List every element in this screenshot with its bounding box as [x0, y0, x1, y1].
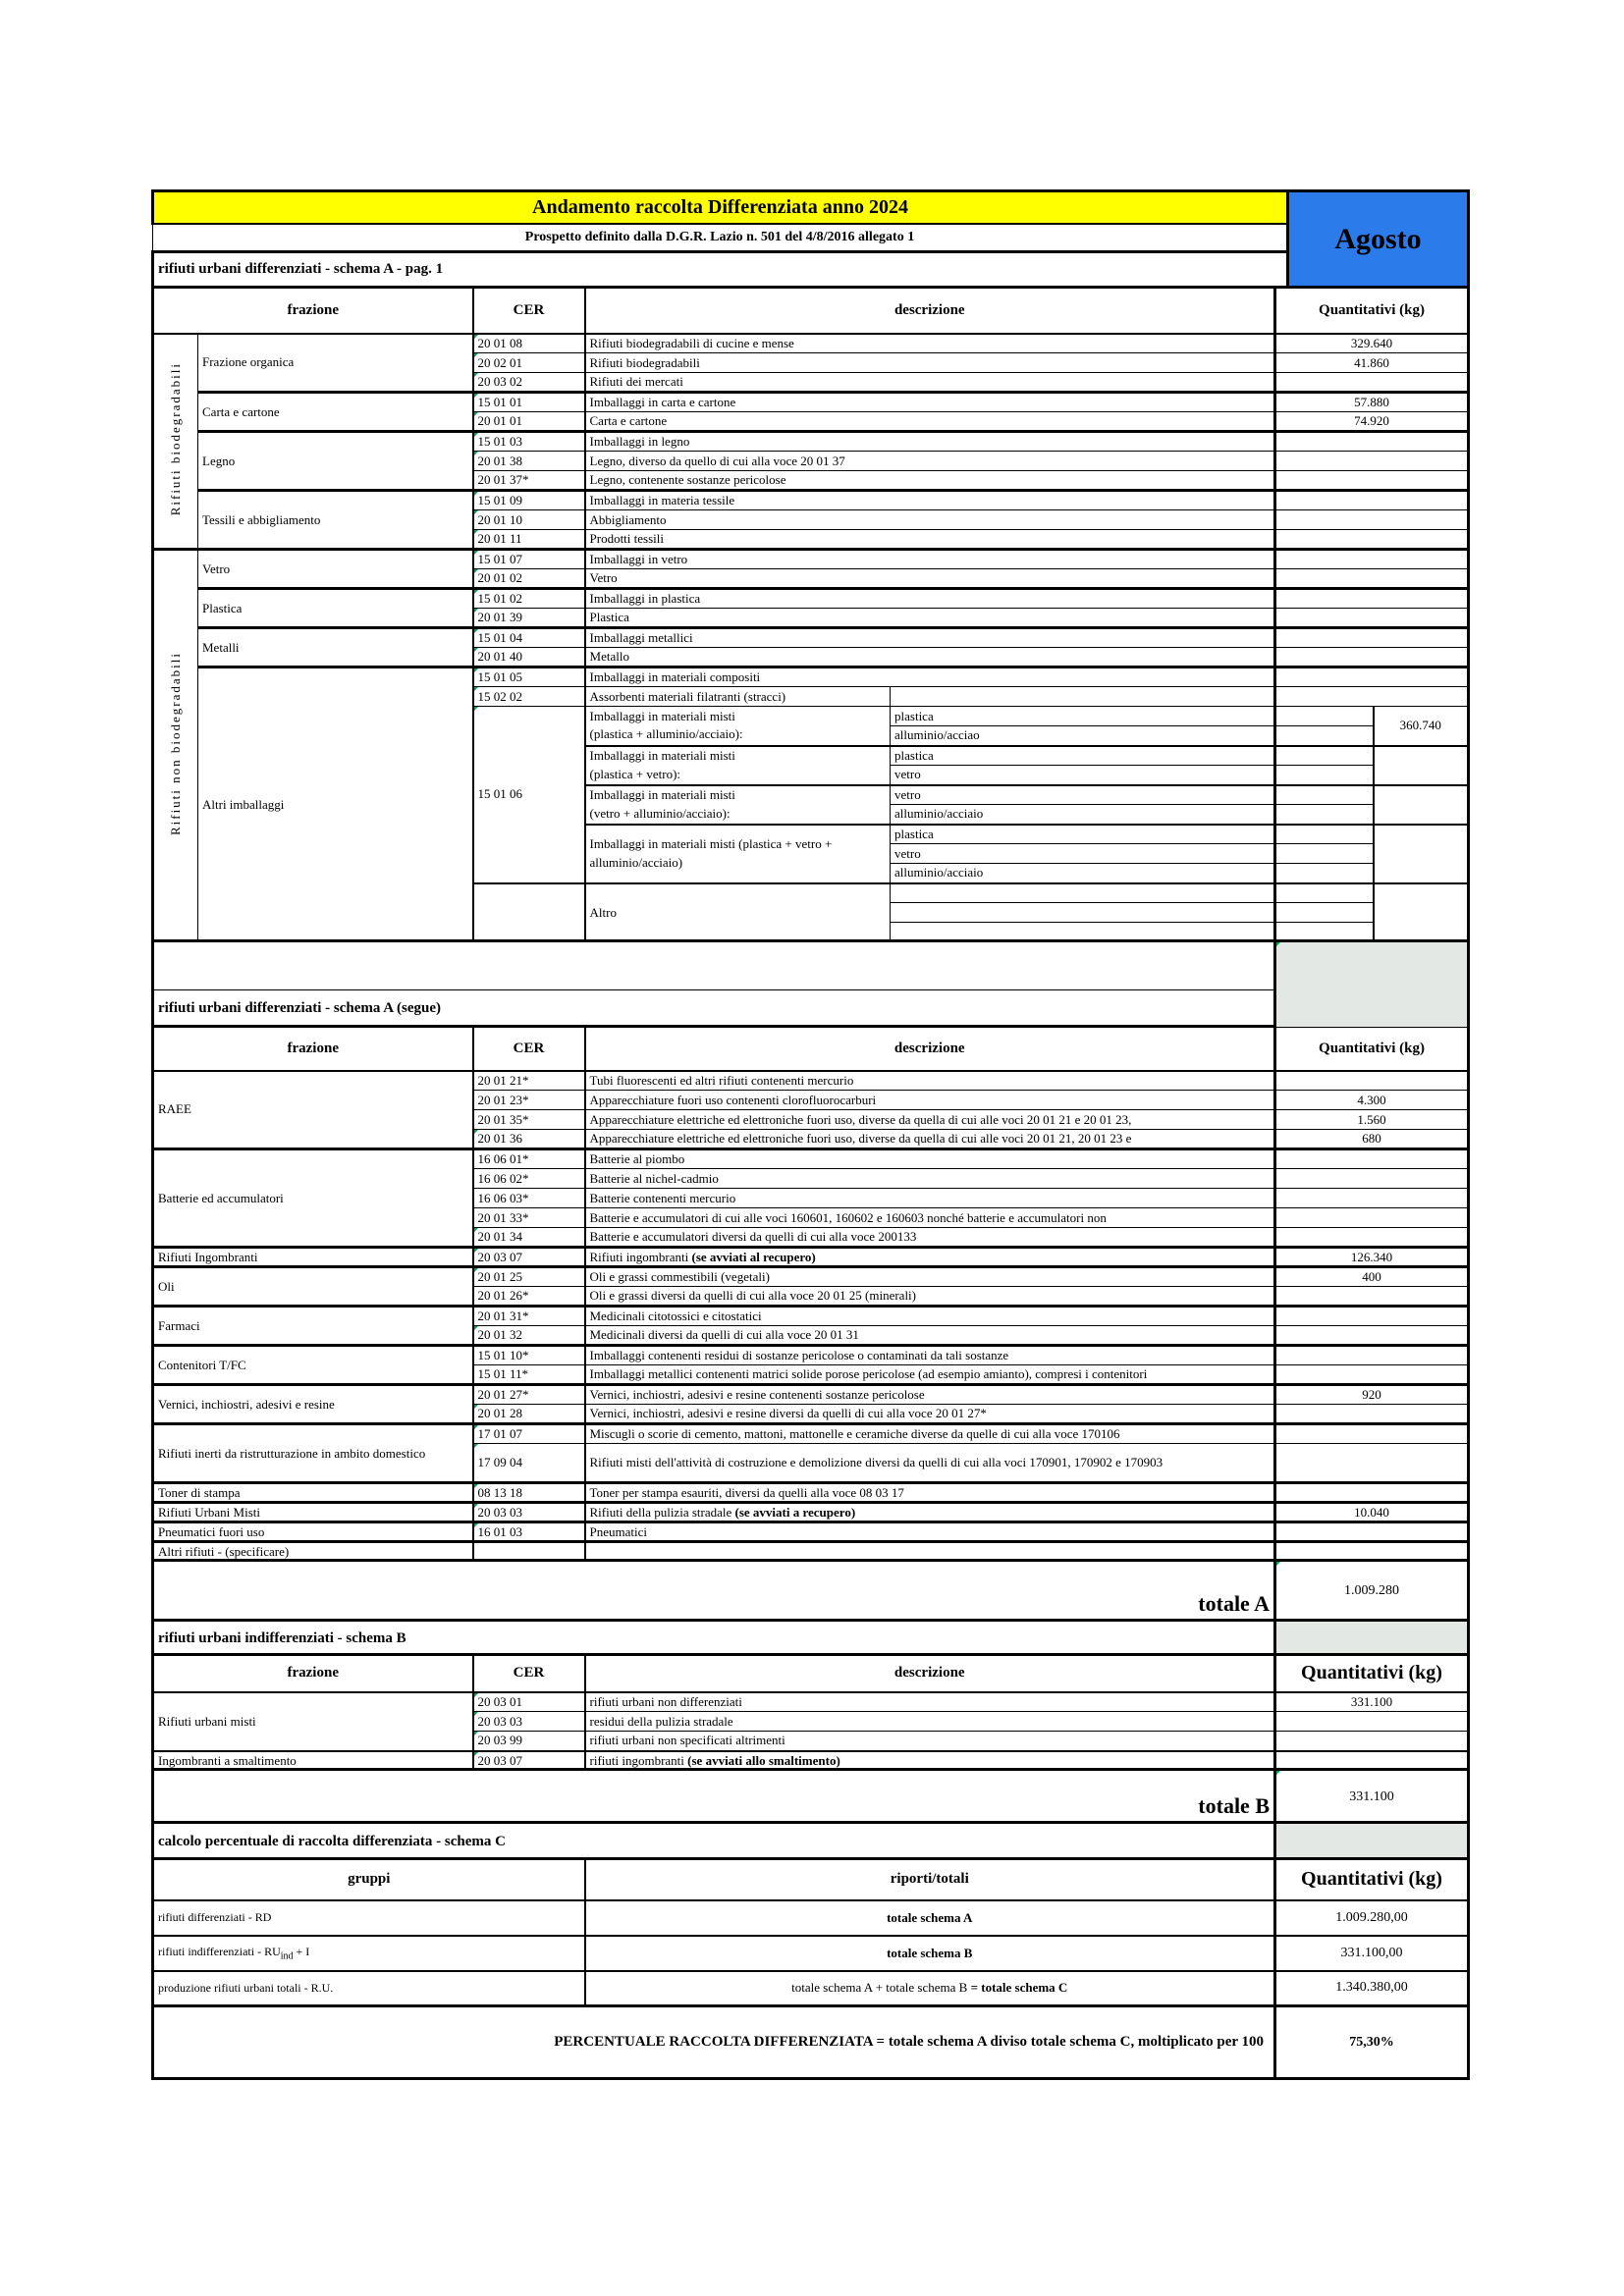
- group-label-biodegradabili: Rifiuti biodegradabili: [153, 334, 198, 550]
- cer-cell: 20 01 31*: [473, 1307, 585, 1326]
- frazione-cell: Rifiuti urbani misti: [153, 1692, 473, 1751]
- frazione-cell: Carta e cartone: [198, 393, 473, 432]
- qty-cell: [1275, 1712, 1469, 1732]
- qty-cell: 920: [1275, 1385, 1469, 1405]
- separator-gray-box: [1275, 941, 1469, 1028]
- desc-cell: Imballaggi contenenti residui di sostanze pericolose o contaminati da tali sostanze: [585, 1346, 1275, 1365]
- gruppo-cell: rifiuti indifferenziati - $RU_{ind} + I$: [153, 1936, 585, 1971]
- cer-cell: 20 01 34: [473, 1228, 585, 1248]
- desc-cell: Toner per stampa esauriti, diversi da quelli alla voce 08 03 17: [585, 1483, 1275, 1503]
- qty-cell: [1275, 452, 1469, 471]
- desc-cell: Metallo: [585, 648, 1275, 667]
- desc-cell: Oli e grassi diversi da quelli di cui alla voce 20 01 25 (minerali): [585, 1287, 1275, 1307]
- desc-cell: Imballaggi metallici contenenti matrici solide porose pericolose (ad esempio amianto), compresi i contenitori: [585, 1365, 1275, 1385]
- desc-cell: Tubi fluorescenti ed altri rifiuti contenenti mercurio: [585, 1071, 1275, 1091]
- desc-cell: Imballaggi in legno: [585, 432, 1275, 452]
- qty-cell: 41.860: [1275, 353, 1469, 373]
- qty-cell: [1275, 471, 1469, 491]
- report-subtitle: Prospetto definito dalla D.G.R. Lazio n. 501 del 4/8/2016 allegato 1: [153, 224, 1288, 252]
- desc-cell: rifiuti urbani non differenziati: [585, 1692, 1275, 1712]
- totale-b-label: totale B: [153, 1770, 1275, 1824]
- cer-cell: 20 01 37*: [473, 471, 585, 491]
- schema-a-heading: rifiuti urbani differenziati - schema A - pag. 1: [153, 252, 1288, 288]
- gruppo-cell: rifiuti differenziati - RD: [153, 1900, 585, 1936]
- frazione-cell: Farmaci: [153, 1307, 473, 1346]
- col-header-quantitativi: Quantitativi (kg): [1275, 1859, 1469, 1900]
- col-header-quantitativi: Quantitativi (kg): [1275, 288, 1469, 334]
- material-cell: [891, 687, 1275, 707]
- frazione-cell: Plastica: [198, 589, 473, 628]
- qty-cell: [1275, 1307, 1469, 1326]
- qty-sub-cell: [1275, 825, 1374, 844]
- col-header-cer: CER: [473, 1027, 585, 1071]
- qty-sub-cell: [1275, 746, 1374, 766]
- desc-cell: Imballaggi in materiali misti (plastica + alluminio/acciaio):: [585, 707, 891, 746]
- qty-cell: [1275, 1424, 1469, 1444]
- desc-cell: Imballaggi in materiali compositi: [585, 667, 1275, 687]
- material-cell: plastica: [891, 825, 1275, 844]
- frazione-cell: Oli: [153, 1267, 473, 1307]
- schema-c-heading: calcolo percentuale di raccolta differenziata - schema C: [153, 1823, 1275, 1860]
- cer-cell: 20 01 25: [473, 1267, 585, 1287]
- desc-cell: Pneumatici: [585, 1522, 1275, 1542]
- schema-a-segue-table: [151, 1025, 1470, 1562]
- frazione-cell: Rifiuti Ingombranti: [153, 1248, 473, 1267]
- desc-cell: Imballaggi in plastica: [585, 589, 1275, 609]
- qty-cell: [1374, 746, 1469, 785]
- qty-cell: 1.560: [1275, 1110, 1469, 1130]
- frazione-cell: Metalli: [198, 628, 473, 667]
- schema-c-table: [151, 1857, 1470, 2080]
- cer-cell: 20 03 07: [473, 1751, 585, 1771]
- qty-sub-cell: [1275, 805, 1374, 825]
- desc-cell: Rifiuti ingombranti (se avviati al recupero): [585, 1248, 1275, 1267]
- cer-cell: 20 01 11: [473, 530, 585, 550]
- frazione-cell: Pneumatici fuori uso: [153, 1522, 473, 1542]
- cer-cell: 15 01 02: [473, 589, 585, 609]
- qty-cell: 126.340: [1275, 1248, 1469, 1267]
- cer-cell: 15 01 06: [473, 707, 585, 883]
- frazione-cell: RAEE: [153, 1071, 473, 1149]
- cer-cell: 20 01 10: [473, 510, 585, 530]
- col-header-cer: CER: [473, 1655, 585, 1692]
- material-cell: plastica: [891, 746, 1275, 766]
- cer-cell: 15 01 10*: [473, 1346, 585, 1365]
- material-cell: [891, 883, 1275, 903]
- qty-cell: [1275, 1208, 1469, 1228]
- material-cell: plastica: [891, 707, 1275, 726]
- qty-cell: 400: [1275, 1267, 1469, 1287]
- cer-cell: 15 01 11*: [473, 1365, 585, 1385]
- totale-b-value: 331.100: [1275, 1770, 1469, 1824]
- material-cell: alluminio/acciao: [891, 726, 1275, 746]
- schema-a-segue-heading: rifiuti urbani differenziati - schema A (segue): [153, 990, 1275, 1028]
- qty-cell: [1275, 1287, 1469, 1307]
- qty-cell: [1275, 589, 1469, 609]
- qty-cell: [1275, 1405, 1469, 1424]
- gruppo-cell: produzione rifiuti urbani totali - R.U.: [153, 1971, 585, 2006]
- report-title: Andamento raccolta Differenziata anno 2024: [153, 191, 1288, 224]
- frazione-cell: Contenitori T/FC: [153, 1346, 473, 1385]
- qty-cell: [1275, 1444, 1469, 1483]
- cer-cell: [473, 883, 585, 942]
- col-header-quantitativi: Quantitativi (kg): [1275, 1655, 1469, 1692]
- qty-cell: [1275, 1326, 1469, 1346]
- desc-cell: Rifiuti biodegradabili di cucine e mense: [585, 334, 1275, 353]
- cer-cell: 15 01 03: [473, 432, 585, 452]
- material-cell: [891, 903, 1275, 923]
- frazione-cell: Batterie ed accumulatori: [153, 1149, 473, 1248]
- desc-cell: Imballaggi in vetro: [585, 550, 1275, 569]
- riporto-cell: totale schema A + totale schema B = totale schema C: [585, 1971, 1275, 2006]
- qty-cell: [1275, 628, 1469, 648]
- desc-cell: Abbigliamento: [585, 510, 1275, 530]
- qty-cell: 4.300: [1275, 1091, 1469, 1110]
- material-cell: vetro: [891, 766, 1275, 785]
- qty-cell: [1275, 1149, 1469, 1169]
- cer-cell: 20 03 03: [473, 1712, 585, 1732]
- cer-cell: 20 01 35*: [473, 1110, 585, 1130]
- schema-a-table: [151, 286, 1470, 942]
- desc-cell: Vernici, inchiostri, adesivi e resine diversi da quelli di cui alla voce 20 01 27*: [585, 1405, 1275, 1424]
- material-cell: vetro: [891, 844, 1275, 864]
- cer-cell: 15 01 09: [473, 491, 585, 510]
- desc-cell: Rifiuti biodegradabili: [585, 353, 1275, 373]
- frazione-cell: Vernici, inchiostri, adesivi e resine: [153, 1385, 473, 1424]
- qty-cell: [1374, 825, 1469, 883]
- cer-cell: 16 06 01*: [473, 1149, 585, 1169]
- col-header-riporti: riporti/totali: [585, 1859, 1275, 1900]
- qty-cell: [1275, 609, 1469, 628]
- totale-b-block: [151, 1768, 1470, 1824]
- qty-cell: 1.009.280,00: [1275, 1900, 1469, 1936]
- col-header-descrizione: descrizione: [585, 288, 1275, 334]
- totale-a-value: 1.009.280: [1275, 1561, 1469, 1622]
- cer-cell: 20 01 27*: [473, 1385, 585, 1405]
- desc-cell: Medicinali citotossici e citostatici: [585, 1307, 1275, 1326]
- desc-cell: Miscugli o scorie di cemento, mattoni, mattonelle e ceramiche diverse da quelle di cui alla voce 170106: [585, 1424, 1275, 1444]
- cer-cell: 15 01 04: [473, 628, 585, 648]
- qty-cell: 331.100,00: [1275, 1936, 1469, 1971]
- qty-sub-cell: [1275, 707, 1374, 726]
- desc-cell: Vetro: [585, 569, 1275, 589]
- qty-sub-cell: [1275, 844, 1374, 864]
- percentuale-value: 75,30%: [1275, 2006, 1469, 2079]
- qty-sub-cell: [1275, 864, 1374, 883]
- qty-cell: 1.340.380,00: [1275, 1971, 1469, 2006]
- desc-cell: Rifiuti della pulizia stradale (se avviati a recupero): [585, 1503, 1275, 1522]
- cer-cell: 08 13 18: [473, 1483, 585, 1503]
- desc-cell: Legno, contenente sostanze pericolose: [585, 471, 1275, 491]
- desc-cell: Batterie e accumulatori diversi da quelli di cui alla voce 200133: [585, 1228, 1275, 1248]
- col-header-frazione: frazione: [153, 1655, 473, 1692]
- qty-cell: 331.100: [1275, 1692, 1469, 1712]
- desc-cell: Carta e cartone: [585, 412, 1275, 432]
- cer-cell: 20 03 07: [473, 1248, 585, 1267]
- frazione-cell: Rifiuti Urbani Misti: [153, 1503, 473, 1522]
- riporto-cell: totale schema A: [585, 1900, 1275, 1936]
- cer-cell: 16 06 02*: [473, 1169, 585, 1189]
- segue-heading-block: [151, 939, 1470, 1028]
- cer-cell: 20 01 08: [473, 334, 585, 353]
- qty-cell: 74.920: [1275, 412, 1469, 432]
- qty-cell: [1275, 550, 1469, 569]
- cer-cell: 20 02 01: [473, 353, 585, 373]
- desc-cell: Batterie contenenti mercurio: [585, 1189, 1275, 1208]
- frazione-cell: Toner di stampa: [153, 1483, 473, 1503]
- col-header-frazione: frazione: [153, 288, 473, 334]
- qty-cell: 10.040: [1275, 1503, 1469, 1522]
- schema-b-gray-box: [1275, 1621, 1469, 1656]
- qty-cell: [1275, 491, 1469, 510]
- qty-cell: 57.880: [1275, 393, 1469, 412]
- cer-cell: 16 01 03: [473, 1522, 585, 1542]
- qty-cell: 680: [1275, 1130, 1469, 1149]
- qty-cell: [1275, 1169, 1469, 1189]
- desc-cell: Rifiuti dei mercati: [585, 373, 1275, 393]
- desc-cell: Imballaggi metallici: [585, 628, 1275, 648]
- totale-a-block: [151, 1559, 1470, 1622]
- qty-cell: [1275, 530, 1469, 550]
- desc-cell: Assorbenti materiali filatranti (stracci): [585, 687, 891, 707]
- material-cell: vetro: [891, 785, 1275, 805]
- desc-cell: residui della pulizia stradale: [585, 1712, 1275, 1732]
- cer-cell: 16 06 03*: [473, 1189, 585, 1208]
- cer-cell: 20 01 26*: [473, 1287, 585, 1307]
- qty-cell: [1275, 648, 1469, 667]
- schema-c-gray-box: [1275, 1823, 1469, 1860]
- cer-cell: 20 01 38: [473, 452, 585, 471]
- desc-cell: Prodotti tessili: [585, 530, 1275, 550]
- qty-cell: [1275, 432, 1469, 452]
- desc-cell: Batterie al nichel-cadmio: [585, 1169, 1275, 1189]
- qty-sub-cell: [1275, 766, 1374, 785]
- desc-cell: Medicinali diversi da quelli di cui alla voce 20 01 31: [585, 1326, 1275, 1346]
- frazione-cell: Ingombranti a smaltimento: [153, 1751, 473, 1771]
- qty-cell: [1275, 1732, 1469, 1751]
- col-header-cer: CER: [473, 288, 585, 334]
- qty-sub-cell: [1275, 726, 1374, 746]
- riporto-cell: totale schema B: [585, 1936, 1275, 1971]
- frazione-cell: Altri rifiuti - (specificare): [153, 1542, 473, 1562]
- qty-cell: 329.640: [1275, 334, 1469, 353]
- cer-cell: 15 01 01: [473, 393, 585, 412]
- desc-cell: Imballaggi in materiali misti (vetro + alluminio/acciaio):: [585, 785, 891, 825]
- frazione-cell: Legno: [198, 432, 473, 491]
- qty-sub-cell: [1275, 903, 1374, 923]
- qty-cell: [1275, 1071, 1469, 1091]
- desc-cell: Imballaggi in carta e cartone: [585, 393, 1275, 412]
- frazione-cell: Vetro: [198, 550, 473, 589]
- cer-cell: 20 03 03: [473, 1503, 585, 1522]
- qty-cell: 360.740: [1374, 707, 1469, 746]
- qty-cell: [1275, 373, 1469, 393]
- cer-cell: 20 01 02: [473, 569, 585, 589]
- desc-cell: Vernici, inchiostri, adesivi e resine contenenti sostanze pericolose: [585, 1385, 1275, 1405]
- cer-cell: 20 01 36: [473, 1130, 585, 1149]
- cer-cell: 20 01 33*: [473, 1208, 585, 1228]
- cer-cell: 20 03 01: [473, 1692, 585, 1712]
- cer-cell: 15 02 02: [473, 687, 585, 707]
- qty-cell: [1275, 1522, 1469, 1542]
- cer-cell: 20 01 39: [473, 609, 585, 628]
- schema-b-heading-block: [151, 1619, 1470, 1656]
- col-header-frazione: frazione: [153, 1027, 473, 1071]
- desc-cell: Batterie al piombo: [585, 1149, 1275, 1169]
- desc-cell: Imballaggi in materiali misti (plastica + vetro + alluminio/acciaio): [585, 825, 891, 883]
- frazione-cell: Rifiuti inerti da ristrutturazione in ambito domestico: [153, 1424, 473, 1483]
- desc-cell: Altro: [585, 883, 891, 942]
- col-header-descrizione: descrizione: [585, 1027, 1275, 1071]
- report-content: [151, 189, 1467, 2080]
- qty-cell: [1275, 667, 1469, 687]
- cer-cell: 15 01 05: [473, 667, 585, 687]
- schema-b-heading: rifiuti urbani indifferenziati - schema B: [153, 1621, 1275, 1656]
- cer-cell: 20 01 32: [473, 1326, 585, 1346]
- desc-cell: Oli e grassi commestibili (vegetali): [585, 1267, 1275, 1287]
- qty-cell: [1275, 1228, 1469, 1248]
- schema-b-table: [151, 1653, 1470, 1771]
- cer-cell: 17 09 04: [473, 1444, 585, 1483]
- desc-cell: Legno, diverso da quello di cui alla voce 20 01 37: [585, 452, 1275, 471]
- qty-cell: [1275, 1346, 1469, 1365]
- desc-cell: rifiuti ingombranti (se avviati allo smaltimento): [585, 1751, 1275, 1771]
- frazione-cell: Altri imballaggi: [198, 667, 473, 942]
- group-label-non-biodegradabili: Rifiuti non biodegradabili: [153, 550, 198, 942]
- desc-cell: Plastica: [585, 609, 1275, 628]
- qty-cell: [1374, 883, 1469, 942]
- col-header-gruppi: gruppi: [153, 1859, 585, 1900]
- qty-cell: [1275, 1189, 1469, 1208]
- qty-cell: [1275, 510, 1469, 530]
- schema-c-heading-block: [151, 1821, 1470, 1860]
- cer-cell: 20 03 99: [473, 1732, 585, 1751]
- qty-sub-cell: [1275, 785, 1374, 805]
- desc-cell: Rifiuti misti dell'attività di costruzione e demolizione diversi da quelli di cui alla voci 170901, 170902 e 170903: [585, 1444, 1275, 1483]
- desc-cell: Imballaggi in materiali misti (plastica + vetro):: [585, 746, 891, 785]
- cer-cell: 20 01 01: [473, 412, 585, 432]
- percentuale-label: PERCENTUALE RACCOLTA DIFFERENZIATA = totale schema A diviso totale schema C, moltiplicato per 100: [153, 2006, 1275, 2079]
- desc-cell: Imballaggi in materia tessile: [585, 491, 1275, 510]
- qty-cell: [1275, 687, 1469, 707]
- qty-cell: [1275, 569, 1469, 589]
- frazione-cell: Tessili e abbigliamento: [198, 491, 473, 550]
- desc-cell: rifiuti urbani non specificati altrimenti: [585, 1732, 1275, 1751]
- desc-cell: Batterie e accumulatori di cui alle voci 160601, 160602 e 160603 nonché batterie e accumulatori non: [585, 1208, 1275, 1228]
- desc-cell: Apparecchiature elettriche ed elettroniche fuori uso, diverse da quella di cui alle voci 20 01 21 e 20 01 23,: [585, 1110, 1275, 1130]
- qty-cell: [1275, 1365, 1469, 1385]
- totale-a-label: totale A: [153, 1561, 1275, 1622]
- report-header-table: [151, 189, 1470, 289]
- qty-sub-cell: [1275, 883, 1374, 903]
- cer-cell: 20 01 23*: [473, 1091, 585, 1110]
- separator-band: [153, 941, 1275, 990]
- qty-cell: [1374, 785, 1469, 825]
- cer-cell: 15 01 07: [473, 550, 585, 569]
- cer-cell: 20 01 40: [473, 648, 585, 667]
- cer-cell: 20 01 21*: [473, 1071, 585, 1091]
- desc-cell: Apparecchiature fuori uso contenenti clorofluorocarburi: [585, 1091, 1275, 1110]
- frazione-cell: Frazione organica: [198, 334, 473, 393]
- cer-cell: 17 01 07: [473, 1424, 585, 1444]
- material-cell: alluminio/acciaio: [891, 864, 1275, 883]
- cer-cell: 20 03 02: [473, 373, 585, 393]
- col-header-descrizione: descrizione: [585, 1655, 1275, 1692]
- qty-cell: [1275, 1483, 1469, 1503]
- material-cell: alluminio/acciaio: [891, 805, 1275, 825]
- col-header-quantitativi: Quantitativi (kg): [1275, 1027, 1469, 1071]
- month-box: Agosto: [1288, 191, 1469, 288]
- cer-cell: 20 01 28: [473, 1405, 585, 1424]
- desc-cell: Apparecchiature elettriche ed elettroniche fuori uso, diverse da quella di cui alle voci 20 01 21, 20 01 23 e: [585, 1130, 1275, 1149]
